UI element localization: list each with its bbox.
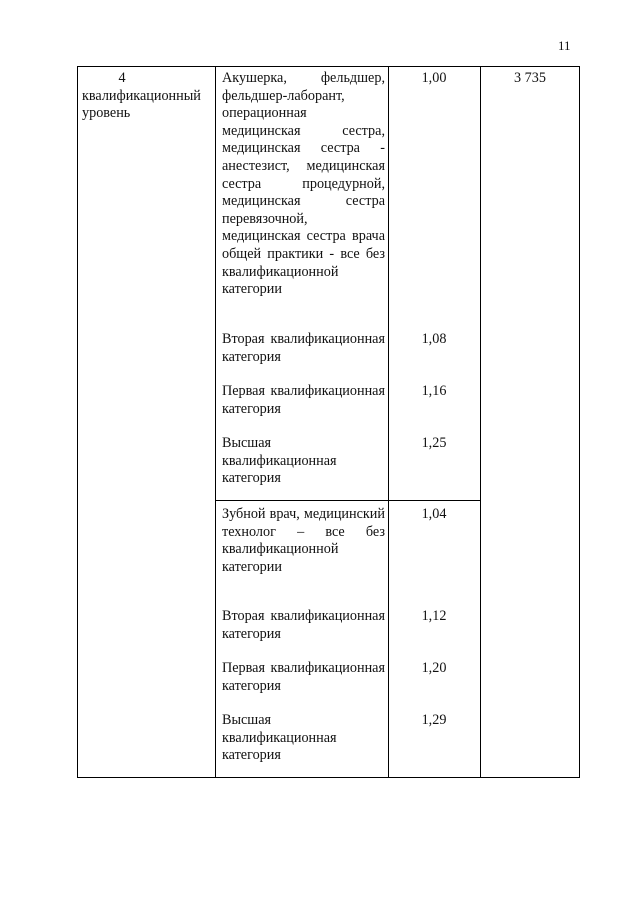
- group2-category-highest: Высшая квалификационная категория: [222, 712, 337, 764]
- level-number: 4: [118, 70, 126, 86]
- column-divider-1: [215, 66, 216, 778]
- group1-category-1-coef: 1,16: [421, 383, 447, 399]
- salary-value: 3 735: [514, 70, 546, 86]
- group1-category-1: Первая квалификационная категория: [222, 383, 385, 417]
- group2-coef: 1,04: [421, 506, 447, 522]
- table-border-left: [77, 66, 78, 778]
- group1-category-highest-coef: 1,25: [421, 435, 447, 451]
- table-border-top: [77, 66, 580, 67]
- group2-category-2-coef: 1,12: [421, 608, 447, 624]
- table-border-bottom: [77, 777, 580, 778]
- group2-category-1-coef: 1,20: [421, 660, 447, 676]
- group1-coef: 1,00: [421, 70, 447, 86]
- column-divider-3: [480, 66, 481, 778]
- group1-category-2-coef: 1,08: [421, 331, 447, 347]
- column-divider-2: [388, 66, 389, 778]
- page-number: 11: [558, 38, 571, 53]
- group1-category-highest: Высшая квалификационная категория: [222, 435, 337, 487]
- level-label: квалификационный уровень: [82, 87, 201, 122]
- salary-coefficient-table: [77, 66, 580, 778]
- table-border-right: [579, 66, 580, 778]
- group2-positions: Зубной врач, медицинский технолог – все без квалификационной категории: [222, 506, 385, 575]
- group2-category-1: Первая квалификационная категория: [222, 660, 385, 694]
- group1-category-2: Вторая квалификационная категория: [222, 331, 385, 365]
- group2-category-2: Вторая квалификационная категория: [222, 608, 385, 642]
- group2-category-highest-coef: 1,29: [421, 712, 447, 728]
- qualification-level-cell: [82, 70, 214, 123]
- group1-positions: Акушерка, фельдшер, фельдшер-лаборант, операционная медицинская сестра, медицинская сестра - анестезист, медицинская сестра процедурной, медицинская сестра перевязочной, медицинская сестра врача общей практики - все без квалификационной категории: [222, 70, 385, 298]
- group-divider: [215, 500, 481, 501]
